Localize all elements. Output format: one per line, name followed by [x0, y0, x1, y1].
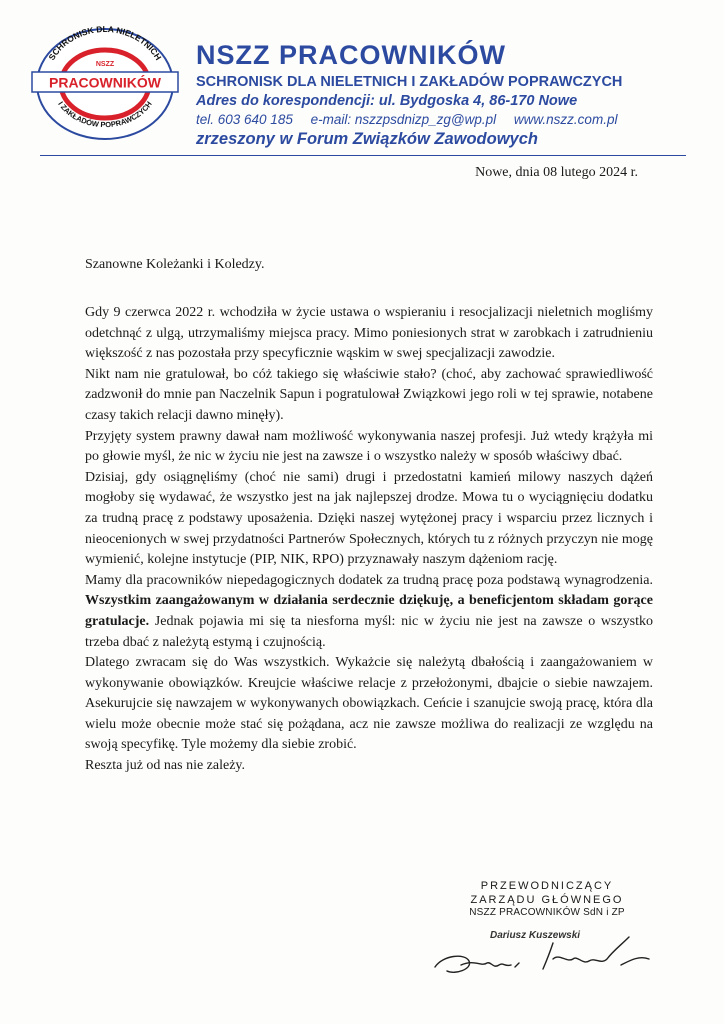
- logo-banner-text: PRACOWNIKÓW: [49, 74, 161, 91]
- paragraph-6: Dlatego zwracam się do Was wszystkich. Wykażcie się należytą dbałością i zaangażowaniem w wykonywanie obowiązków. Kreujcie właściwe relacje z przełożonymi, dbajcie o siebie nawzajem. Asekurujcie się nawzajem w wykonywanych obowiązkach. Ceńcie i szanujcie swoją pracę, która dla wielu może obecnie może stać się pożądana, acz nie zawsze możliwa do realizacji ze względu na swoją specyfikę. Tyle możemy dla siebie zrobić.: [85, 655, 653, 753]
- letter-body: [85, 303, 653, 777]
- org-subtitle: SCHRONISK DLA NIELETNICH I ZAKŁADÓW POPRAWCZYCH: [196, 74, 623, 90]
- org-title: NSZZ PRACOWNIKÓW: [196, 40, 506, 70]
- signature-name-stamp: Dariusz Kuszewski: [490, 930, 581, 941]
- org-email: e-mail: nszzpsdnizp_zg@wp.pl: [310, 112, 497, 127]
- letter-greeting: Szanowne Koleżanki i Koledzy.: [85, 257, 265, 272]
- paragraph-3: Przyjęty system prawny dawał nam możliwość wykonywania naszej profesji. Już wtedy krążyła mi po głowie myśl, że nic w życiu nie jest na zawsze i o wszystko należy w sposób właściwy dbać.: [85, 428, 653, 465]
- signature-org: NSZZ PRACOWNIKÓW SdN i ZP: [469, 907, 625, 918]
- paragraph-4: Dzisiaj, gdy osiągnęliśmy (choć nie sami) drugi i przedostatni kamień milowy naszych dążeń mogłoby się wydawać, że wszystko jest na jak najlepszej drodze. Mowa tu o wyciągnięciu dodatku za trudną pracę z podstawy uposażenia. Dzięki naszej wytężonej pracy i wsparciu przez licznych i nieocenionych w swej przydatności Partnerów Społecznych, których tu z różnych przyczyn nie mogę wymienić, kolejne instytucje (PIP, NIK, RPO) przyznawały naszym dążeniom rację.: [85, 469, 653, 568]
- paragraph-7: Reszta już od nas nie zależy.: [85, 758, 246, 774]
- logo-text-bottom: I ZAKŁADÓW POPRAWCZYCH: [56, 99, 154, 130]
- paragraph-5-intro: Mamy dla pracowników niepedagogicznych dodatek za trudną pracę poza podstawą wynagrodzenia.: [85, 572, 653, 588]
- org-phone: tel. 603 640 185: [196, 112, 293, 127]
- handwritten-signature: [425, 925, 665, 985]
- logo-text-center: NSZZ: [95, 61, 115, 68]
- signature-title: [452, 879, 642, 907]
- paragraph-2: Nikt nam nie gratulował, bo cóż takiego się właściwie stało? (choć, aby zachować sprawiedliwość zadzwonił do mnie pan Naczelnik Sapun i pogratulował Związkowi jego roli w tej sprawie, notabene czasy takich relacji dawno minęły).: [85, 366, 653, 423]
- org-website: www.nszz.com.pl: [513, 112, 618, 127]
- paragraph-5-thanks: Wszystkim zaangażowanym w działania serdecznie dziękuję, a beneficjentom składam gorące gratulacje.: [85, 593, 653, 629]
- signature-title-line-2: ZARZĄDU GŁÓWNEGO: [470, 894, 624, 906]
- org-federation: zrzeszony w Forum Związków Zawodowych: [196, 130, 538, 148]
- paragraph-1: Gdy 9 czerwca 2022 r. wchodziła w życie ustawa o wspieraniu i resocjalizacji nieletnich mogliśmy odetchnąć z ulgą, utrzymaliśmy miejsca pracy. Mimo poniesionych strat w zarobkach i zatrudnieniu większość z nas pozostała przy specyficznie wąskim w swej specjalizacji zawodzie.: [85, 305, 653, 362]
- signature-title-line-1: PRZEWODNICZĄCY: [480, 880, 614, 892]
- logo-text-top: SCHRONISK DLA NIELETNICH: [46, 24, 164, 62]
- paragraph-5-rest: Jednak pojawia mi się ta niesforna myśl: nic w życiu nie jest na zawsze o wszystko trzeba dbać z należytą estymą i czujnością.: [85, 613, 653, 650]
- paragraph-5: [85, 571, 653, 653]
- letterhead-divider: [40, 155, 686, 156]
- org-contact: [196, 112, 631, 127]
- union-logo: [30, 24, 180, 140]
- org-address: Adres do korespondencji: ul. Bydgoska 4, 86-170 Nowe: [196, 93, 578, 109]
- letter-date: Nowe, dnia 08 lutego 2024 r.: [475, 165, 638, 180]
